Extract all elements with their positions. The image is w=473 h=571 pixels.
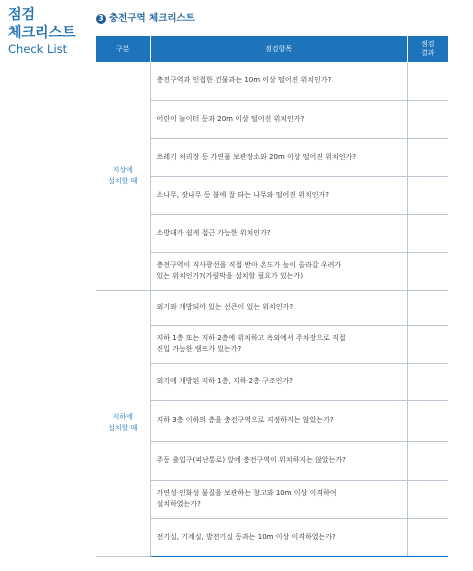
section-number-badge: 3	[96, 14, 106, 24]
check-item	[150, 480, 407, 518]
check-item	[150, 518, 407, 556]
result-cell[interactable]	[407, 62, 448, 100]
header-item: 점검항목	[150, 36, 407, 62]
check-item-line1: 충전구역이 직사광선을 직접 받아 온도가 높이 올라갈 우려가	[156, 261, 342, 269]
check-item-line1: 외기에 개방된 지하 1층, 지하 2층 구조인가?	[156, 377, 293, 385]
check-item-line1: 소방대가 쉽게 접근 가능한 위치인가?	[156, 228, 271, 237]
check-item-line1: 소나무, 잣나무 등 불에 잘 타는 나무와 떨어진 위치인가?	[156, 190, 330, 199]
check-item	[150, 138, 407, 176]
table-row	[96, 62, 448, 100]
check-item	[150, 325, 407, 363]
check-item	[150, 100, 407, 138]
result-cell[interactable]	[407, 138, 448, 176]
section-title: 충전구역 체크리스트	[109, 13, 195, 24]
result-cell[interactable]	[407, 363, 448, 400]
check-item	[150, 252, 407, 290]
result-cell[interactable]	[407, 325, 448, 363]
result-cell[interactable]	[407, 518, 448, 556]
category-cell-underground	[96, 290, 150, 556]
check-item	[150, 62, 407, 100]
checklist-table	[96, 36, 448, 557]
check-item	[150, 214, 407, 252]
check-item	[150, 176, 407, 214]
side-title-english: Check List	[8, 42, 68, 56]
check-item-line1: 어린이 놀이터 등과 20m 이상 떨어진 위치인가?	[156, 114, 305, 123]
side-title-line1: 점검	[8, 7, 36, 23]
check-item-line1: 충전구역과 인접한 건물과는 10m 이상 떨어진 위치인가?	[156, 76, 332, 85]
category-line1: 지상에	[112, 165, 133, 174]
result-cell[interactable]	[407, 441, 448, 480]
result-cell[interactable]	[407, 214, 448, 252]
check-item-line1: 외기와 개방되어 있는 선큰이 있는 위치인가?	[156, 303, 294, 311]
result-cell[interactable]	[407, 480, 448, 518]
check-item	[150, 290, 407, 325]
side-title	[8, 6, 88, 56]
check-item-line1: 지하 1층 또는 지하 2층에 위치하고 옥외에서 주차장으로 직접	[156, 334, 346, 342]
category-line1: 지하에	[112, 413, 133, 421]
header-category: 구분	[96, 36, 150, 62]
check-item	[150, 441, 407, 480]
category-line2: 설치할 때	[108, 424, 138, 432]
section-heading	[96, 10, 195, 24]
check-item-line1: 주동 출입구(피난통로) 앞에 충전구역이 위치하지는 않았는가?	[156, 456, 346, 464]
header-result	[407, 36, 448, 62]
result-cell[interactable]	[407, 290, 448, 325]
check-item-line1: 지하 3층 이하의 층을 충전구역으로 지정하지는 않았는가?	[156, 416, 334, 424]
check-item-line1: 쓰레기 처리장 등 가연물 보관장소와 20m 이상 떨어진 위치인가?	[156, 152, 357, 161]
table-header-row	[96, 36, 448, 62]
check-item-line2: 진입 가능한 램프가 있는가?	[156, 345, 242, 353]
category-cell-above-ground	[96, 62, 150, 290]
check-item-line1: 전기실, 기계실, 발전기실 등과는 10m 이상 이격하였는가?	[156, 532, 336, 541]
result-cell[interactable]	[407, 252, 448, 290]
category-line2: 설치할 때	[108, 176, 138, 185]
check-item	[150, 363, 407, 400]
result-cell[interactable]	[407, 400, 448, 441]
check-item-line1: 가연성·인화성 물질을 보관하는 창고와 10m 이상 이격하여	[156, 489, 337, 497]
header-result-line1: 점검	[420, 40, 435, 48]
check-item	[150, 400, 407, 441]
side-title-line2: 체크리스트	[8, 25, 76, 41]
header-result-line2: 결과	[420, 49, 435, 57]
check-item-line2: 설치하였는가?	[156, 500, 201, 508]
result-cell[interactable]	[407, 100, 448, 138]
check-item-line2: 있는 위치인가?(가림막을 설치할 필요가 있는가)	[156, 272, 304, 280]
result-cell[interactable]	[407, 176, 448, 214]
table-row	[96, 290, 448, 325]
